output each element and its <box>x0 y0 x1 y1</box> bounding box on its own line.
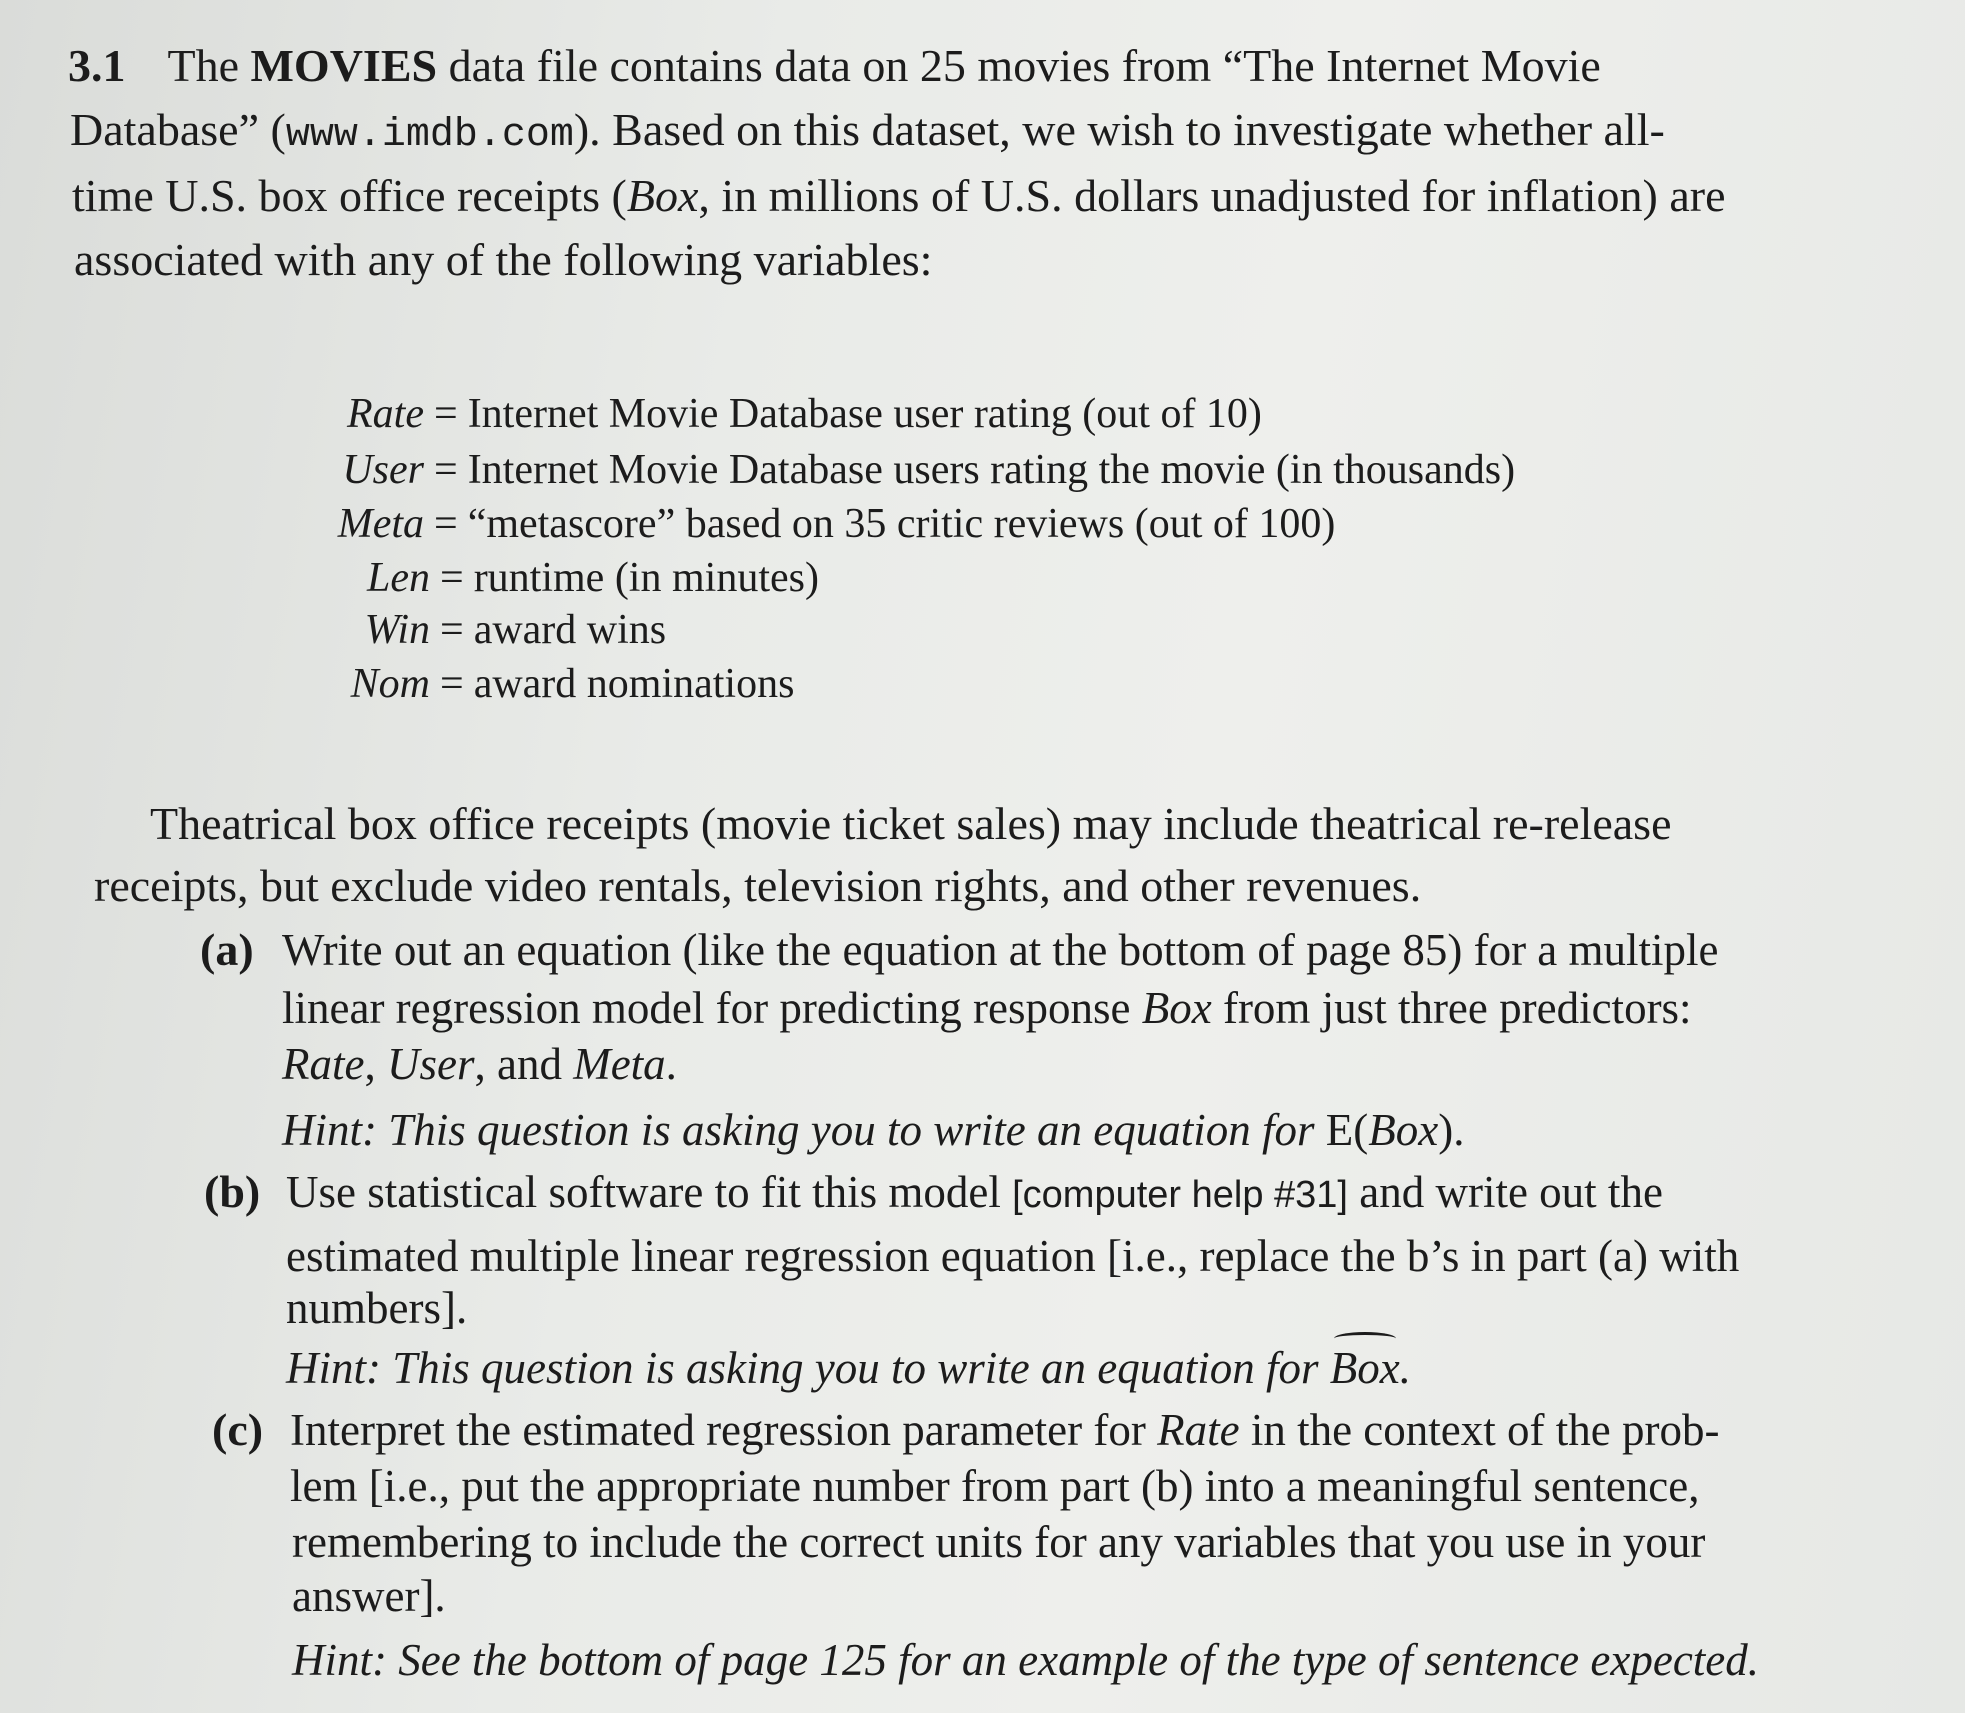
intro-line-1: 3.1 The MOVIES data file contains data on 25 movies from “The Internet Movie <box>68 40 1601 91</box>
intro-line-2: Database” (www.imdb.com). Based on this dataset, we wish to investigate whether all- <box>70 104 1665 158</box>
variable-win: Win = award wins <box>364 607 667 653</box>
problem-number: 3.1 <box>68 40 126 91</box>
part-b-line-1: Use statistical software to fit this model [computer help #31] and write out the <box>286 1167 1663 1217</box>
part-b-line-2: estimated multiple linear regression equation [i.e., replace the b’s in part (a) with <box>286 1231 1740 1281</box>
note-line-1: Theatrical box office receipts (movie ticket sales) may include theatrical re-release <box>150 798 1672 849</box>
part-c-line-3: remembering to include the correct units for any variables that you use in your <box>292 1517 1706 1567</box>
part-c-label: (c) <box>212 1404 264 1455</box>
part-b-line-3: numbers]. <box>286 1283 468 1333</box>
computer-help-ref: [computer help #31] <box>1012 1174 1348 1216</box>
variable-meta: Meta = “metascore” based on 35 critic reviews (out of 100) <box>337 501 1336 547</box>
dataset-name: MOVIES <box>250 40 438 91</box>
part-a-line-3: Rate, User, and Meta. <box>282 1039 677 1089</box>
variable-user: User = Internet Movie Database users rating the movie (in thousands) <box>342 447 1516 493</box>
part-b-hint: Hint: This question is asking you to write an equation for Box. <box>286 1340 1411 1396</box>
part-a-label: (a) <box>200 924 254 975</box>
note-line-2: receipts, but exclude video rentals, television rights, and other revenues. <box>94 860 1422 911</box>
part-a-line-2: linear regression model for predicting response Box from just three predictors: <box>282 983 1692 1033</box>
imdb-url: www.imdb.com <box>285 113 574 158</box>
part-c-line-1: Interpret the estimated regression parameter for Rate in the context of the prob- <box>290 1405 1720 1455</box>
part-c-line-2: lem [i.e., put the appropriate number from part (b) into a meaningful sentence, <box>290 1461 1700 1511</box>
part-c-line-4: answer]. <box>292 1571 446 1621</box>
variable-nom: Nom = award nominations <box>350 661 795 707</box>
intro-line-3: time U.S. box office receipts (Box, in millions of U.S. dollars unadjusted for inflation) are <box>72 170 1726 221</box>
variable-len: Len = runtime (in minutes) <box>367 555 819 601</box>
part-a-hint: Hint: This question is asking you to write an equation for E(Box). <box>282 1105 1465 1155</box>
part-b-label: (b) <box>204 1166 261 1217</box>
part-c-hint: Hint: See the bottom of page 125 for an example of the type of sentence expected. <box>292 1635 1760 1685</box>
intro-line-4: associated with any of the following variables: <box>74 234 933 285</box>
variable-rate: Rate = Internet Movie Database user rating (out of 10) <box>347 391 1262 437</box>
box-hat-symbol: Box <box>1330 1340 1400 1396</box>
part-a-line-1: Write out an equation (like the equation at the bottom of page 85) for a multiple <box>282 925 1719 975</box>
